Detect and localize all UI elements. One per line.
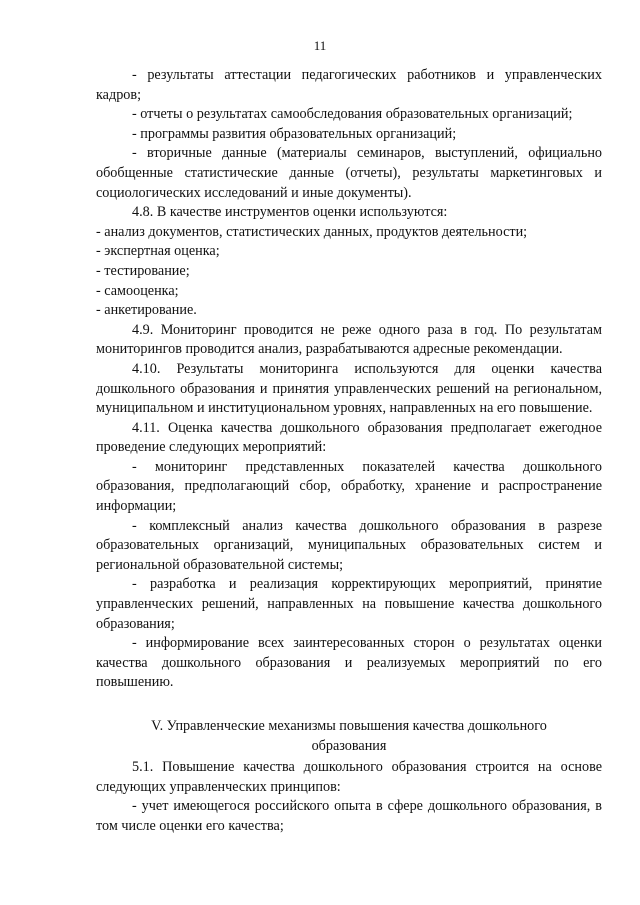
list-item-monitoring: - мониторинг представленных показателей качества дошкольного образования, предполагающий сбор, обработку, хранение и распространение информации; xyxy=(96,458,602,515)
paragraph-4-9: 4.9. Мониторинг проводится не реже одного раза в год. По результатам мониторингов проводится анализ, разрабатываются адресные рекомендации. xyxy=(96,321,602,358)
paragraph-5-1: 5.1. Повышение качества дошкольного образования строится на основе следующих управленческих принципов: xyxy=(96,759,602,795)
page-number: 11 xyxy=(313,38,327,53)
list-item-corrective-measures: - разработка и реализация корректирующих мероприятий, принятие управленческих решений, направленных на повышение качества дошкольного образования; xyxy=(96,576,602,632)
list-item-complex-analysis: - комплексный анализ качества дошкольного образования в разрезе образовательных организаций, муниципальных образовательных систем и региональной образовательной системы; xyxy=(96,517,602,573)
paragraph-attestation: - результаты аттестации педагогических работников и управленческих кадров; xyxy=(96,67,602,103)
list-item-informing: - информирование всех заинтересованных сторон о результатах оценки качества дошкольного образования и реализуемых мероприятий по его повышению. xyxy=(96,635,602,691)
paragraph-4-8: 4.8. В качестве инструментов оценки используются: xyxy=(132,204,448,221)
list-item-russian-experience: - учет имеющегося российского опыта в сфере дошкольного образования, в том числе оценки его качества; xyxy=(96,798,602,834)
list-item-survey: - анкетирование. xyxy=(96,302,197,319)
paragraph-4-10: 4.10. Результаты мониторинга используются для оценки качества дошкольного образования и принятия управленческих решений на региональном, муниципальном и институциональном уровнях, направленных на его повышение. xyxy=(96,360,602,417)
paragraph-4-11: 4.11. Оценка качества дошкольного образования предполагает ежегодное проведение следующих мероприятий: xyxy=(96,419,602,456)
list-item-expert-assessment: - экспертная оценка; xyxy=(96,243,220,260)
section-heading: V. Управленческие механизмы повышения качества дошкольного образования xyxy=(151,718,547,754)
list-item-self-assessment: - самооценка; xyxy=(96,282,179,299)
paragraph-self-review: - отчеты о результатах самообследования образовательных организаций; xyxy=(132,106,573,123)
document-body xyxy=(96,66,602,837)
paragraph-secondary-data: - вторичные данные (материалы семинаров, выступлений, официально обобщенные статистические данные (отчеты), результаты маркетинговых и социологических исследований и иные документы). xyxy=(96,145,602,201)
paragraph-development-programs: - программы развития образовательных организаций; xyxy=(132,125,457,142)
list-item-testing: - тестирование; xyxy=(96,262,190,279)
list-item-document-analysis: - анализ документов, статистических данных, продуктов деятельности; xyxy=(96,223,528,240)
